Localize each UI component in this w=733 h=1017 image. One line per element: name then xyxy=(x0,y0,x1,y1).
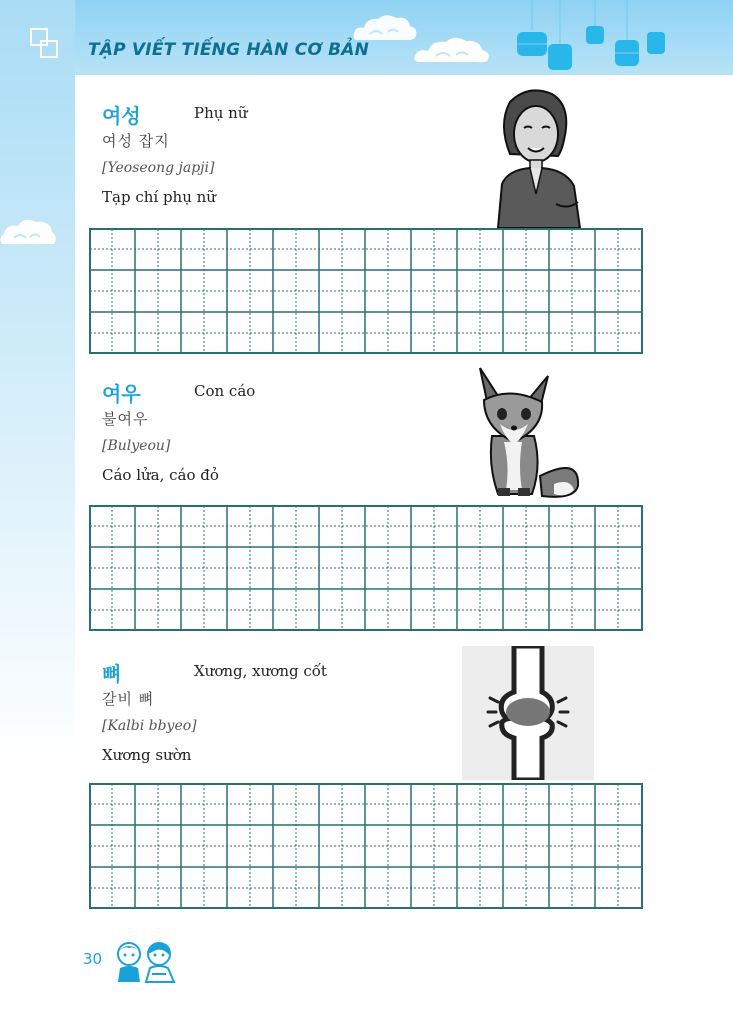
word-meaning: Xương, xương cốt xyxy=(194,662,327,680)
cloud-icon xyxy=(0,212,58,248)
page-number: 30 xyxy=(83,950,103,968)
translation: Cáo lửa, cáo đỏ xyxy=(102,466,219,484)
decorative-square-icon xyxy=(40,40,58,58)
fox-illustration xyxy=(470,366,586,502)
writing-practice-grid[interactable] xyxy=(89,228,643,354)
writing-practice-grid[interactable] xyxy=(89,505,643,631)
joint-bone-illustration xyxy=(462,646,594,780)
translation: Tạp chí phụ nữ xyxy=(102,188,216,206)
translation: Xương sườn xyxy=(102,746,192,764)
children-mascot-icon xyxy=(112,940,180,984)
korean-word: 뼈 xyxy=(102,662,122,686)
header-title: TẬP VIẾT TIẾNG HÀN CƠ BẢN xyxy=(88,40,370,60)
romanization: [Bulyeou] xyxy=(102,438,171,454)
example-phrase: 불여우 xyxy=(102,410,149,428)
header xyxy=(40,30,733,75)
word-meaning: Phụ nữ xyxy=(194,104,248,122)
korean-word: 여우 xyxy=(102,382,141,406)
woman-illustration xyxy=(488,84,588,228)
romanization: [Kalbi bbyeo] xyxy=(102,718,197,734)
example-phrase: 갈비 뼈 xyxy=(102,690,155,708)
writing-practice-grid[interactable] xyxy=(89,783,643,909)
example-phrase: 여성 잡지 xyxy=(102,132,170,150)
korean-word: 여성 xyxy=(102,104,141,128)
word-meaning: Con cáo xyxy=(194,382,256,400)
romanization: [Yeoseong japji] xyxy=(102,160,215,176)
side-sky-background xyxy=(0,0,75,1017)
